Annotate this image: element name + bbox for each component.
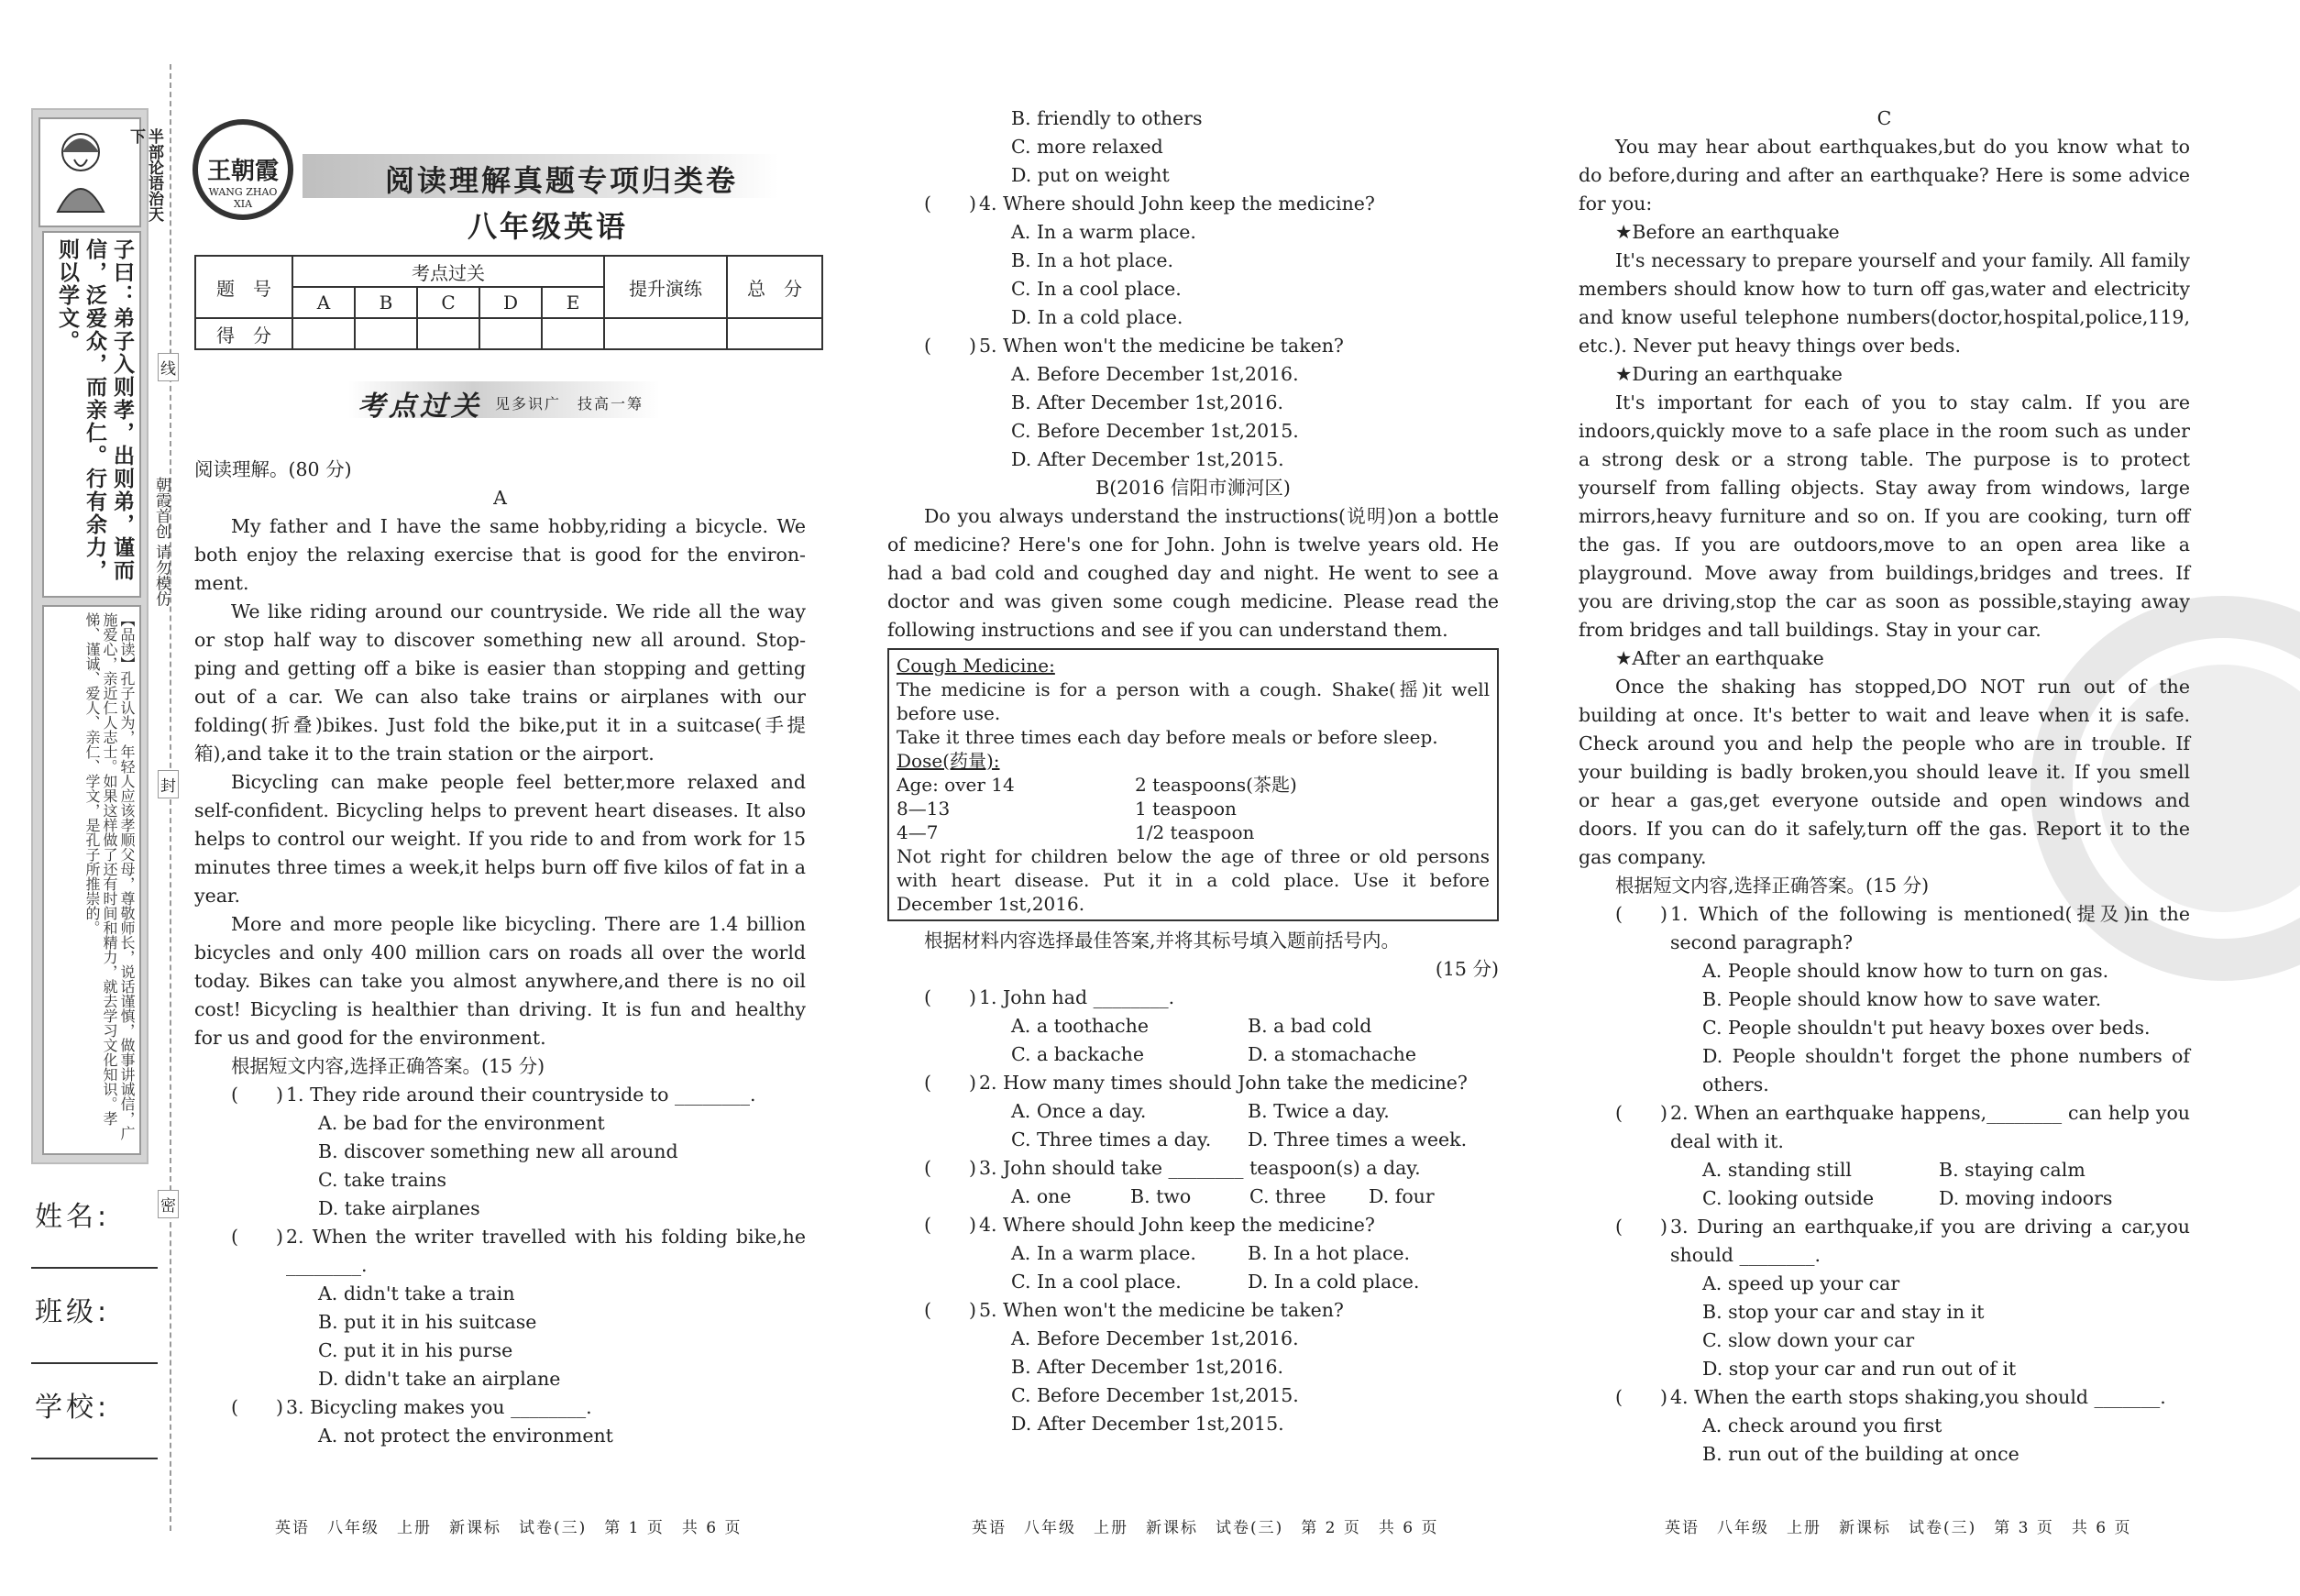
score-cell[interactable]	[355, 318, 417, 349]
option: A. Before December 1st,2016.	[1011, 1327, 1299, 1349]
cut-mark-seal: 封	[158, 770, 179, 798]
passage-paragraph: You may hear about earthquakes,but do you know what to do before,during and after an earthquake? Here is some advice for you:	[1579, 136, 2190, 215]
option: A. In a warm place.	[1011, 221, 1196, 243]
dose-age: 4—7	[897, 821, 939, 843]
option: D. put on weight	[1011, 164, 1170, 186]
passage-label: A	[493, 487, 507, 509]
proverb-commentary: 【品读】孔子认为，年轻人应该孝顺父母，尊敬师长，说话谨慎，做事讲诚信，广施爱心，亲近仁人志士。如果这样做了还有时间和精力，就去学习文化知识。孝悌、谨诚、爱人、亲仁、学文，是孔子所推崇的。	[42, 605, 141, 1155]
score-header-practice: 提升演练	[604, 256, 727, 318]
option: A. didn't take a train	[318, 1282, 515, 1304]
score-header-points: 考点过关	[292, 256, 604, 287]
instruction-score: (15 分)	[1435, 958, 1499, 980]
option: D. After December 1st,2015.	[1011, 448, 1284, 470]
question-text: 5. When won't the medicine be taken?	[979, 1299, 1344, 1321]
option: C. take trains	[318, 1169, 447, 1191]
question-text: 3. During an earthquake,if you are driving a car,you should ________.	[1670, 1216, 2190, 1266]
question-text: 4. Where should John keep the medicine?	[979, 193, 1375, 215]
question-text: 2. When an earthquake happens,________ can help you deal with it.	[1670, 1102, 2190, 1152]
question-text: 3. Bicycling makes you ________.	[286, 1396, 592, 1418]
option-row	[887, 1097, 1499, 1126]
class-field[interactable]	[31, 1362, 158, 1364]
option: B. discover something new all around	[318, 1140, 678, 1162]
dose-title: Dose(药量):	[897, 750, 1000, 772]
answer-bracket[interactable]: ( )	[231, 1226, 283, 1248]
page2-column	[887, 105, 1499, 1438]
question-text: 2. How many times should John take the medicine?	[979, 1072, 1468, 1094]
option-row	[887, 1239, 1499, 1268]
option: A. standing still	[1702, 1159, 1852, 1181]
page-subtitle: 八年级英语	[468, 209, 629, 244]
cut-mark-secret: 密	[158, 1190, 179, 1218]
score-cell[interactable]	[417, 318, 479, 349]
option: A. be bad for the environment	[318, 1112, 605, 1134]
passage-heading: ★Before an earthquake	[1615, 221, 1840, 243]
name-label: 姓名:	[35, 1201, 111, 1233]
option: A. speed up your car	[1702, 1272, 1900, 1294]
question-stem	[194, 1223, 806, 1280]
option: C. Before December 1st,2015.	[1011, 1384, 1299, 1406]
instruction: 根据材料内容选择最佳答案,并将其标号填入题前括号内。	[924, 930, 1401, 952]
answer-bracket[interactable]: ( )	[924, 986, 976, 1008]
option: C. Three times a day.	[1011, 1128, 1212, 1150]
option: C. slow down your car	[1702, 1329, 1915, 1351]
score-col: E	[542, 287, 604, 318]
logo-subtext: WANG ZHAO XIA	[208, 186, 278, 210]
option-row	[887, 1126, 1499, 1154]
option: D. Three times a week.	[1248, 1128, 1468, 1150]
option: B. People should know how to save water.	[1702, 988, 2102, 1010]
dose-amount: 1/2 teaspoon	[1135, 821, 1255, 843]
score-cell[interactable]	[479, 318, 542, 349]
option: B. After December 1st,2016.	[1011, 1356, 1284, 1378]
score-cell[interactable]	[542, 318, 604, 349]
page1-column	[194, 456, 806, 1450]
passage-paragraph: It's important for each of you to stay calm. If you are indoors,quickly move to a safe place in the room such as under a strong desk or a strong table. The purpose is to protect yourself from falling objects. Stay away from windows, large mirrors,heavy furniture and so on. If you are cooking, turn off the gas. If you are outdoors,move to an open area like a playground. Move away from buildings,bridges and trees. If you are driving,stop the car as soon as possible,staying away from bridges and tall buildings. Stay in your car.	[1579, 391, 2190, 641]
option: C. three	[1249, 1185, 1326, 1207]
instruction: 根据短文内容,选择正确答案。(15 分)	[1615, 875, 1930, 897]
question-stem	[887, 1154, 1499, 1183]
score-cell[interactable]	[292, 318, 355, 349]
option: A. Once a day.	[1011, 1100, 1147, 1122]
option-row	[1579, 1184, 2190, 1213]
passage-paragraph: We like riding around our countryside. We ride all the way or stop half way to discover something new all around. Stop-ping and getting off a bike is easier than stopping and getting out of a car. We can also take trains or airplanes with our folding(折叠)bikes. Just fold the bike,put it in a suitcase(手提箱),and take it to the train station or the airport.	[194, 600, 806, 765]
answer-bracket[interactable]: ( )	[1615, 1216, 1667, 1238]
score-row-label: 得 分	[195, 318, 292, 349]
option-row	[887, 1012, 1499, 1040]
option: D. In a cold place.	[1248, 1271, 1420, 1293]
question-text: 3. John should take ________ teaspoon(s) a day.	[979, 1157, 1421, 1179]
question-stem	[887, 1069, 1499, 1097]
answer-bracket[interactable]: ( )	[1615, 1102, 1667, 1124]
confucius-proverb: 子曰：弟子入则孝，出则弟，谨而信，泛爱众，而亲仁。行有余力，则以学文。	[42, 231, 141, 598]
passage-label: C	[1876, 107, 1892, 129]
answer-bracket[interactable]: ( )	[924, 1072, 976, 1094]
option: A. People should know how to turn on gas.	[1702, 960, 2109, 982]
dose-amount: 2 teaspoons(茶匙)	[1135, 774, 1297, 796]
option: C. more relaxed	[1011, 136, 1163, 158]
option: A. a toothache	[1011, 1015, 1149, 1037]
school-field[interactable]	[31, 1458, 158, 1459]
cut-mark-line: 线	[158, 353, 179, 381]
score-col: B	[355, 287, 417, 318]
box-line: Not right for children below the age of three or old persons with heart disease. Put it in a cold place. Use it before December 1st,2016.	[897, 845, 1490, 915]
option: B. In a hot place.	[1011, 249, 1173, 271]
score-col: D	[479, 287, 542, 318]
option: C. In a cool place.	[1011, 278, 1182, 300]
dose-row	[897, 773, 1490, 797]
dose-row	[897, 820, 1490, 844]
logo-text: 王朝霞	[206, 158, 279, 185]
option: B. two	[1130, 1185, 1192, 1207]
name-field[interactable]	[31, 1267, 158, 1269]
question-stem	[1579, 1099, 2190, 1156]
question-text: 1. They ride around their countryside to ________.	[286, 1084, 756, 1106]
option: D. stop your car and run out of it	[1702, 1358, 2017, 1380]
question-stem	[887, 190, 1499, 218]
option: B. stop your car and stay in it	[1702, 1301, 1985, 1323]
option: C. People shouldn't put heavy boxes over beds.	[1702, 1017, 2151, 1039]
passage-paragraph: My father and I have the same hobby,riding a bicycle. We both enjoy the relaxing exercise that is good for the environ-ment.	[194, 515, 806, 594]
option: B. Twice a day.	[1248, 1100, 1390, 1122]
answer-bracket[interactable]: ( )	[924, 1157, 976, 1179]
question-stem	[194, 1393, 806, 1422]
answer-bracket[interactable]: ( )	[924, 193, 976, 215]
school-label: 学校:	[35, 1392, 111, 1424]
answer-bracket[interactable]: ( )	[231, 1396, 283, 1418]
passage-paragraph: It's necessary to prepare yourself and your family. All family members should know how to turn off gas,water and electricity and know useful telephone numbers(doctor,hospital,police,119, etc.). Never put heavy things over beds.	[1579, 249, 2190, 357]
medicine-label-box	[887, 648, 1499, 921]
box-line: Take it three times each day before meals or before sleep.	[897, 726, 1438, 748]
option: C. Before December 1st,2015.	[1011, 420, 1299, 442]
page1-footer: 英语 八年级 上册 新课标 试卷(三) 第 1 页 共 6 页	[275, 1519, 743, 1537]
option: B. After December 1st,2016.	[1011, 391, 1284, 413]
passage-heading: ★After an earthquake	[1615, 647, 1824, 669]
answer-bracket[interactable]: ( )	[1615, 1386, 1667, 1408]
question-stem	[887, 1211, 1499, 1239]
class-label: 班级:	[35, 1296, 111, 1328]
answer-bracket[interactable]: ( )	[924, 1214, 976, 1236]
option: A. check around you first	[1702, 1414, 1942, 1436]
score-header-number: 题 号	[195, 256, 292, 318]
question-stem	[887, 332, 1499, 360]
option: D. moving indoors	[1939, 1187, 2113, 1209]
option-row	[1579, 1156, 2190, 1184]
score-col: C	[417, 287, 479, 318]
option: D. After December 1st,2015.	[1011, 1413, 1284, 1435]
answer-bracket[interactable]: ( )	[924, 335, 976, 357]
answer-bracket[interactable]: ( )	[1615, 903, 1667, 925]
question-text: 1. John had ________.	[979, 986, 1175, 1008]
box-line: The medicine is for a person with a cough. Shake(摇)it well before use.	[897, 678, 1490, 724]
question-stem	[887, 984, 1499, 1012]
passage-paragraph: More and more people like bicycling. There are 1.4 billion bicycles and only 400 million cars on roads all over the world today. Bikes can take you almost anywhere,and there is no oil cost! Bicycling is healthier than driving. It is fun and healthy for us and good for the environment.	[194, 913, 806, 1049]
passage-paragraph: Do you always understand the instructions(说明)on a bottle of medicine? Here's one for John. John is twelve years old. He had a bad cold and coughed day and night. He went to see a doctor and was given some cough medicine. Please read the following instructions and see if you can understand them.	[887, 505, 1499, 641]
option: C. put it in his purse	[318, 1339, 513, 1361]
page3-footer: 英语 八年级 上册 新课标 试卷(三) 第 3 页 共 6 页	[1665, 1519, 2132, 1537]
option: A. one	[1011, 1185, 1072, 1207]
dose-age: 8—13	[897, 798, 951, 820]
option: D. a stomachache	[1248, 1043, 1416, 1065]
option: A. In a warm place.	[1011, 1242, 1196, 1264]
passage-paragraph: Bicycling can make people feel better,more relaxed and self-confident. Bicycling helps to prevent heart diseases. It also helps to control our weight. If you ride to and from work for 15 minutes three times a week,it helps burn off five kilos of fat in a year.	[194, 771, 806, 907]
question-text: 1. Which of the following is mentioned(提及)in the second paragraph?	[1670, 903, 2190, 953]
question-text: 2. When the writer travelled with his folding bike,he ________.	[286, 1226, 806, 1276]
instruction: 根据短文内容,选择正确答案。(15 分)	[231, 1055, 545, 1077]
option: B. put it in his suitcase	[318, 1311, 537, 1333]
question-stem	[887, 1296, 1499, 1325]
option: A. Before December 1st,2016.	[1011, 363, 1299, 385]
score-cell[interactable]	[727, 318, 822, 349]
option: D. didn't take an airplane	[318, 1368, 561, 1390]
option: D. In a cold place.	[1011, 306, 1183, 328]
option: D. People shouldn't forget the phone numbers of others.	[1702, 1045, 2190, 1095]
option-row	[887, 1040, 1499, 1069]
passage-paragraph: Once the shaking has stopped,DO NOT run out of the building at once. It's better to wait and leave when it is safe. Check around you and help the people who are in trouble. If your building is badly broken,you should leave it. If you smell or hear a gas,get everyone outside and open windows and doors. If you can do it safely,turn off the gas. Report it to the gas company.	[1579, 676, 2190, 868]
page-title: 阅读理解真题专项归类卷	[385, 163, 739, 198]
option: B. staying calm	[1939, 1159, 2085, 1181]
question-text: 4. When the earth stops shaking,you should _______.	[1670, 1386, 2166, 1408]
score-table	[194, 255, 823, 350]
confucius-portrait	[39, 117, 163, 227]
score-header-total: 总 分	[727, 256, 822, 318]
dose-age: Age: over 14	[897, 774, 1015, 796]
option-row	[887, 1268, 1499, 1296]
score-cell[interactable]	[604, 318, 727, 349]
option: D. four	[1369, 1185, 1435, 1207]
dose-row	[897, 797, 1490, 820]
no-copy-note: 朝霞首创 请勿模仿	[152, 477, 171, 607]
answer-bracket[interactable]: ( )	[231, 1084, 283, 1106]
option: C. In a cool place.	[1011, 1271, 1182, 1293]
passage-label: B(2016 信阳市浉河区)	[1095, 477, 1291, 499]
question-text: 5. When won't the medicine be taken?	[979, 335, 1344, 357]
section-title: 考点过关	[358, 391, 482, 423]
question-stem	[1579, 900, 2190, 957]
option: B. run out of the building at once	[1702, 1443, 2019, 1465]
publisher-logo	[193, 119, 293, 220]
box-title: Cough Medicine:	[897, 655, 1055, 677]
mini-motto: 半部论语治天下	[127, 128, 163, 222]
score-col: A	[292, 287, 355, 318]
dose-amount: 1 teaspoon	[1135, 798, 1237, 820]
page2-footer: 英语 八年级 上册 新课标 试卷(三) 第 2 页 共 6 页	[972, 1519, 1439, 1537]
option-row	[887, 1183, 1499, 1211]
question-stem	[1579, 1383, 2190, 1412]
question-text: 4. Where should John keep the medicine?	[979, 1214, 1375, 1236]
option: C. a backache	[1011, 1043, 1145, 1065]
option: D. take airplanes	[318, 1197, 480, 1219]
option: C. looking outside	[1702, 1187, 1875, 1209]
confucius-icon	[44, 125, 117, 216]
question-stem	[194, 1081, 806, 1109]
option: B. In a hot place.	[1248, 1242, 1410, 1264]
answer-bracket[interactable]: ( )	[924, 1299, 976, 1321]
option: B. friendly to others	[1011, 107, 1203, 129]
page3-column	[1579, 105, 2190, 1469]
reading-heading: 阅读理解。(80 分)	[194, 458, 352, 480]
section-subtitle: 见多识广 技高一筹	[495, 395, 644, 413]
option: A. not protect the environment	[318, 1425, 613, 1447]
passage-heading: ★During an earthquake	[1615, 363, 1843, 385]
question-stem	[1579, 1213, 2190, 1270]
option: B. a bad cold	[1248, 1015, 1372, 1037]
